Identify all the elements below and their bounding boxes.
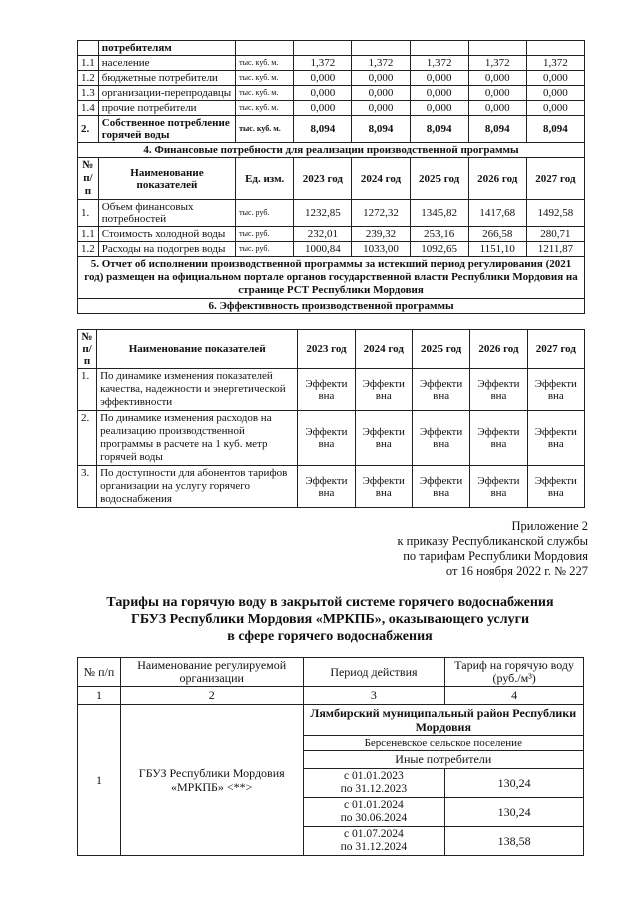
cell-value: 1232,85: [294, 200, 352, 227]
row-num: 1.1: [78, 56, 99, 71]
period-to: по 31.12.2024: [340, 841, 408, 853]
eff-b: вна: [433, 389, 450, 402]
cell-value: [527, 411, 584, 466]
header-num: № п/п: [78, 658, 121, 687]
cell-value: 8,094: [526, 116, 584, 143]
cell-value: 1,372: [352, 56, 410, 71]
row-name: прочие потребители: [98, 101, 235, 116]
org-name: ГБУЗ Республики Мордовия «МРКПБ» <**>: [120, 705, 303, 856]
header-tariff-text: Тариф на горячую воду (руб./м³): [454, 658, 575, 685]
annex-line: по тарифам Республики Мордовия: [403, 549, 588, 563]
eff-a: Эффекти: [362, 474, 405, 487]
eff-b: вна: [490, 486, 507, 499]
table-row: [78, 86, 585, 101]
cell-value: 1000,84: [294, 242, 352, 257]
row-name: Стоимость холодной воды: [98, 227, 235, 242]
row-num: 2.: [78, 411, 97, 466]
cell-value: 1033,00: [352, 242, 410, 257]
eff-a: Эффекти: [477, 377, 520, 390]
cell-value: 0,000: [352, 86, 410, 101]
cell-value: 280,71: [526, 227, 584, 242]
period-cell: [303, 798, 445, 827]
cell-value: 0,000: [410, 71, 468, 86]
header-year: 2024 год: [355, 330, 412, 369]
consumer-group: Иные потребители: [303, 751, 583, 769]
eff-b: вна: [547, 438, 564, 450]
col-number: 3: [303, 687, 445, 705]
eff-b: вна: [433, 486, 450, 499]
row-name: потребителям: [98, 41, 235, 56]
cell-value: 253,16: [410, 227, 468, 242]
cell-value: 0,000: [294, 86, 352, 101]
title-line: в сфере горячего водоснабжения: [227, 629, 433, 644]
eff-a: Эффекти: [362, 377, 405, 390]
row-num: 1.1: [78, 227, 99, 242]
title-line: Тарифы на горячую воду в закрытой системе горячего водоснабжения: [106, 595, 554, 610]
header-year: 2023 год: [298, 330, 355, 369]
header-num: № п/ п: [78, 158, 99, 200]
eff-a: Эффекти: [420, 474, 463, 487]
annex-header: [397, 519, 588, 579]
cell-value: [355, 411, 412, 466]
header-year: 2026 год: [470, 330, 527, 369]
cell-value: 0,000: [468, 101, 526, 116]
annex-line: от 16 ноября 2022 г. № 227: [445, 564, 588, 578]
eff-a: Эффекти: [477, 426, 520, 438]
cell-value: 0,000: [352, 101, 410, 116]
row-num: 1.3: [78, 86, 99, 101]
eff-a: Эффекти: [305, 474, 348, 487]
row-num: 1.: [78, 369, 97, 411]
cell-value: 266,58: [468, 227, 526, 242]
cell-value: 1151,10: [468, 242, 526, 257]
cell-value: [355, 466, 412, 508]
eff-b: вна: [433, 438, 450, 450]
cell-value: 0,000: [526, 86, 584, 101]
table-row: [78, 101, 585, 116]
row-num: 1.: [78, 200, 99, 227]
header-year: 2027 год: [527, 330, 584, 369]
cell-value: 0,000: [526, 101, 584, 116]
period-to: по 31.12.2023: [340, 783, 408, 795]
row-name: По динамике изменения показателей качества, надежности и энергетической эффективности: [97, 369, 298, 411]
header-name: Наименование показателей: [98, 158, 235, 200]
table-header-row: [78, 658, 584, 687]
cell-value: [412, 411, 469, 466]
cell-value: 0,000: [352, 71, 410, 86]
cell-value: 1272,32: [352, 200, 410, 227]
settlement-name: Берсеневское сельское поселение: [303, 736, 583, 751]
eff-a: Эффекти: [362, 426, 405, 438]
eff-a: Эффекти: [420, 377, 463, 390]
row-unit: тыс. куб. м.: [236, 71, 294, 86]
cell-value: 8,094: [352, 116, 410, 143]
header-year: 2026 год: [468, 158, 526, 200]
cell-value: 1,372: [410, 56, 468, 71]
cell-value: 1211,87: [526, 242, 584, 257]
cell-value: 0,000: [526, 71, 584, 86]
table-row: [78, 56, 585, 71]
annex-line: Приложение 2: [511, 519, 588, 533]
cell-value: [412, 369, 469, 411]
eff-b: вна: [318, 486, 335, 499]
cell-value: 0,000: [468, 86, 526, 101]
table-header-row: [78, 330, 585, 369]
eff-a: Эффекти: [534, 474, 577, 487]
cell-value: 1,372: [526, 56, 584, 71]
table-row: [78, 705, 584, 736]
eff-b: вна: [490, 389, 507, 402]
period-from: с 01.01.2023: [344, 770, 404, 782]
cell-value: [298, 411, 355, 466]
row-num: 3.: [78, 466, 97, 508]
cell-value: 0,000: [468, 71, 526, 86]
tariff-table: [77, 657, 584, 856]
row-name: население: [98, 56, 235, 71]
production-program-table: [77, 40, 585, 314]
row-unit: тыс. руб.: [236, 200, 294, 227]
column-number-row: [78, 687, 584, 705]
eff-b: вна: [547, 486, 564, 499]
title-line: ГБУЗ Республики Мордовия «МРКПБ», оказывающего услуги: [130, 612, 530, 627]
table-header-row: [78, 158, 585, 200]
period-cell: [303, 827, 445, 856]
header-num: № п/п: [78, 330, 97, 369]
period-cell: [303, 769, 445, 798]
table-row: [78, 71, 585, 86]
row-num: 1.2: [78, 242, 99, 257]
cell-value: 0,000: [294, 101, 352, 116]
section-title: [78, 143, 585, 158]
section-5-title: 5. Отчет об исполнении производственной программы за истекший период регулирования (2021 год) размещен на официальном портале органов государственной власти Республики Мордовия на странице РСТ Республики Мордовия: [78, 257, 585, 299]
col-number: 4: [445, 687, 584, 705]
eff-b: вна: [375, 486, 392, 499]
header-name: Наименование показателей: [97, 330, 298, 369]
header-tariff: [445, 658, 584, 687]
row-name: По динамике изменения расходов на реализацию производственной программы в расчете на 1 куб. метр горячей воды: [97, 411, 298, 466]
eff-a: Эффекти: [534, 426, 577, 438]
tariff-value: 130,24: [445, 798, 584, 827]
table-row: [78, 242, 585, 257]
header-year: 2023 год: [294, 158, 352, 200]
row-unit: тыс. руб.: [236, 227, 294, 242]
eff-b: вна: [547, 389, 564, 402]
row-name: организации-перепродавцы: [98, 86, 235, 101]
cell-value: [298, 369, 355, 411]
header-org: Наименование регулируемой организации: [120, 658, 303, 687]
eff-a: Эффекти: [305, 377, 348, 390]
header-unit: Ед. изм.: [236, 158, 294, 200]
row-name: Собственное потребление горячей воды: [98, 116, 235, 143]
col-number: 2: [120, 687, 303, 705]
cell-value: [470, 466, 527, 508]
row-name: Расходы на подогрев воды: [98, 242, 235, 257]
section-6-title: 6. Эффективность производственной программы: [78, 299, 585, 314]
header-year: 2027 год: [526, 158, 584, 200]
cell-value: 1417,68: [468, 200, 526, 227]
table-row: [78, 116, 585, 143]
district-name: Лямбирский муниципальный район Республики Мордовия: [303, 705, 583, 736]
document-title: [60, 594, 600, 645]
cell-value: 1092,65: [410, 242, 468, 257]
eff-a: Эффекти: [534, 377, 577, 390]
table-row: [78, 466, 585, 508]
tariff-value: 130,24: [445, 769, 584, 798]
header-year: 2025 год: [412, 330, 469, 369]
section-title: [78, 257, 585, 299]
cell-value: [527, 369, 584, 411]
cell-value: 0,000: [410, 86, 468, 101]
eff-b: вна: [490, 438, 507, 450]
row-name: бюджетные потребители: [98, 71, 235, 86]
table-row: [78, 200, 585, 227]
cell-value: 8,094: [468, 116, 526, 143]
cell-value: 8,094: [294, 116, 352, 143]
row-unit: тыс. куб. м.: [236, 101, 294, 116]
eff-b: вна: [375, 389, 392, 402]
eff-b: вна: [318, 438, 335, 450]
cell-value: 232,01: [294, 227, 352, 242]
row-unit: тыс. куб. м.: [236, 86, 294, 101]
section-title: [78, 299, 585, 314]
eff-a: Эффекти: [477, 474, 520, 487]
row-unit: тыс. куб. м.: [236, 116, 294, 143]
cell-value: [527, 466, 584, 508]
cell-value: [298, 466, 355, 508]
cell-value: [355, 369, 412, 411]
row-unit: тыс. руб.: [236, 242, 294, 257]
section-4-title: 4. Финансовые потребности для реализации производственной программы: [78, 143, 585, 158]
row-name: По доступности для абонентов тарифов организации на услугу горячего водоснабжения: [97, 466, 298, 508]
row-num: 1: [78, 705, 121, 856]
header-period: Период действия: [303, 658, 445, 687]
efficiency-table: [77, 329, 585, 508]
period-to: по 30.06.2024: [340, 812, 408, 824]
table-row: [78, 411, 585, 466]
row-num: 1.2: [78, 71, 99, 86]
row-unit: тыс. куб. м.: [236, 56, 294, 71]
row-name: Объем финансовых потребностей: [98, 200, 235, 227]
period-from: с 01.07.2024: [344, 828, 404, 840]
cell-value: [470, 411, 527, 466]
header-year: 2025 год: [410, 158, 468, 200]
eff-b: вна: [375, 438, 392, 450]
row-num: 2.: [78, 116, 99, 143]
row-num: 1.4: [78, 101, 99, 116]
cell-value: 239,32: [352, 227, 410, 242]
cell-value: 8,094: [410, 116, 468, 143]
cell-value: 1,372: [468, 56, 526, 71]
cell-value: 1,372: [294, 56, 352, 71]
table-row: [78, 369, 585, 411]
table-row: [78, 41, 585, 56]
cell-value: 0,000: [410, 101, 468, 116]
eff-a: Эффекти: [305, 426, 348, 438]
cell-value: 1492,58: [526, 200, 584, 227]
cell-value: [470, 369, 527, 411]
cell-value: [412, 466, 469, 508]
cell-value: 0,000: [294, 71, 352, 86]
tariff-value: 138,58: [445, 827, 584, 856]
eff-a: Эффекти: [420, 426, 463, 438]
table-row: [78, 227, 585, 242]
cell-value: 1345,82: [410, 200, 468, 227]
annex-line: к приказу Республиканской службы: [397, 534, 588, 548]
eff-b: вна: [318, 389, 335, 402]
period-from: с 01.01.2024: [344, 799, 404, 811]
col-number: 1: [78, 687, 121, 705]
header-year: 2024 год: [352, 158, 410, 200]
